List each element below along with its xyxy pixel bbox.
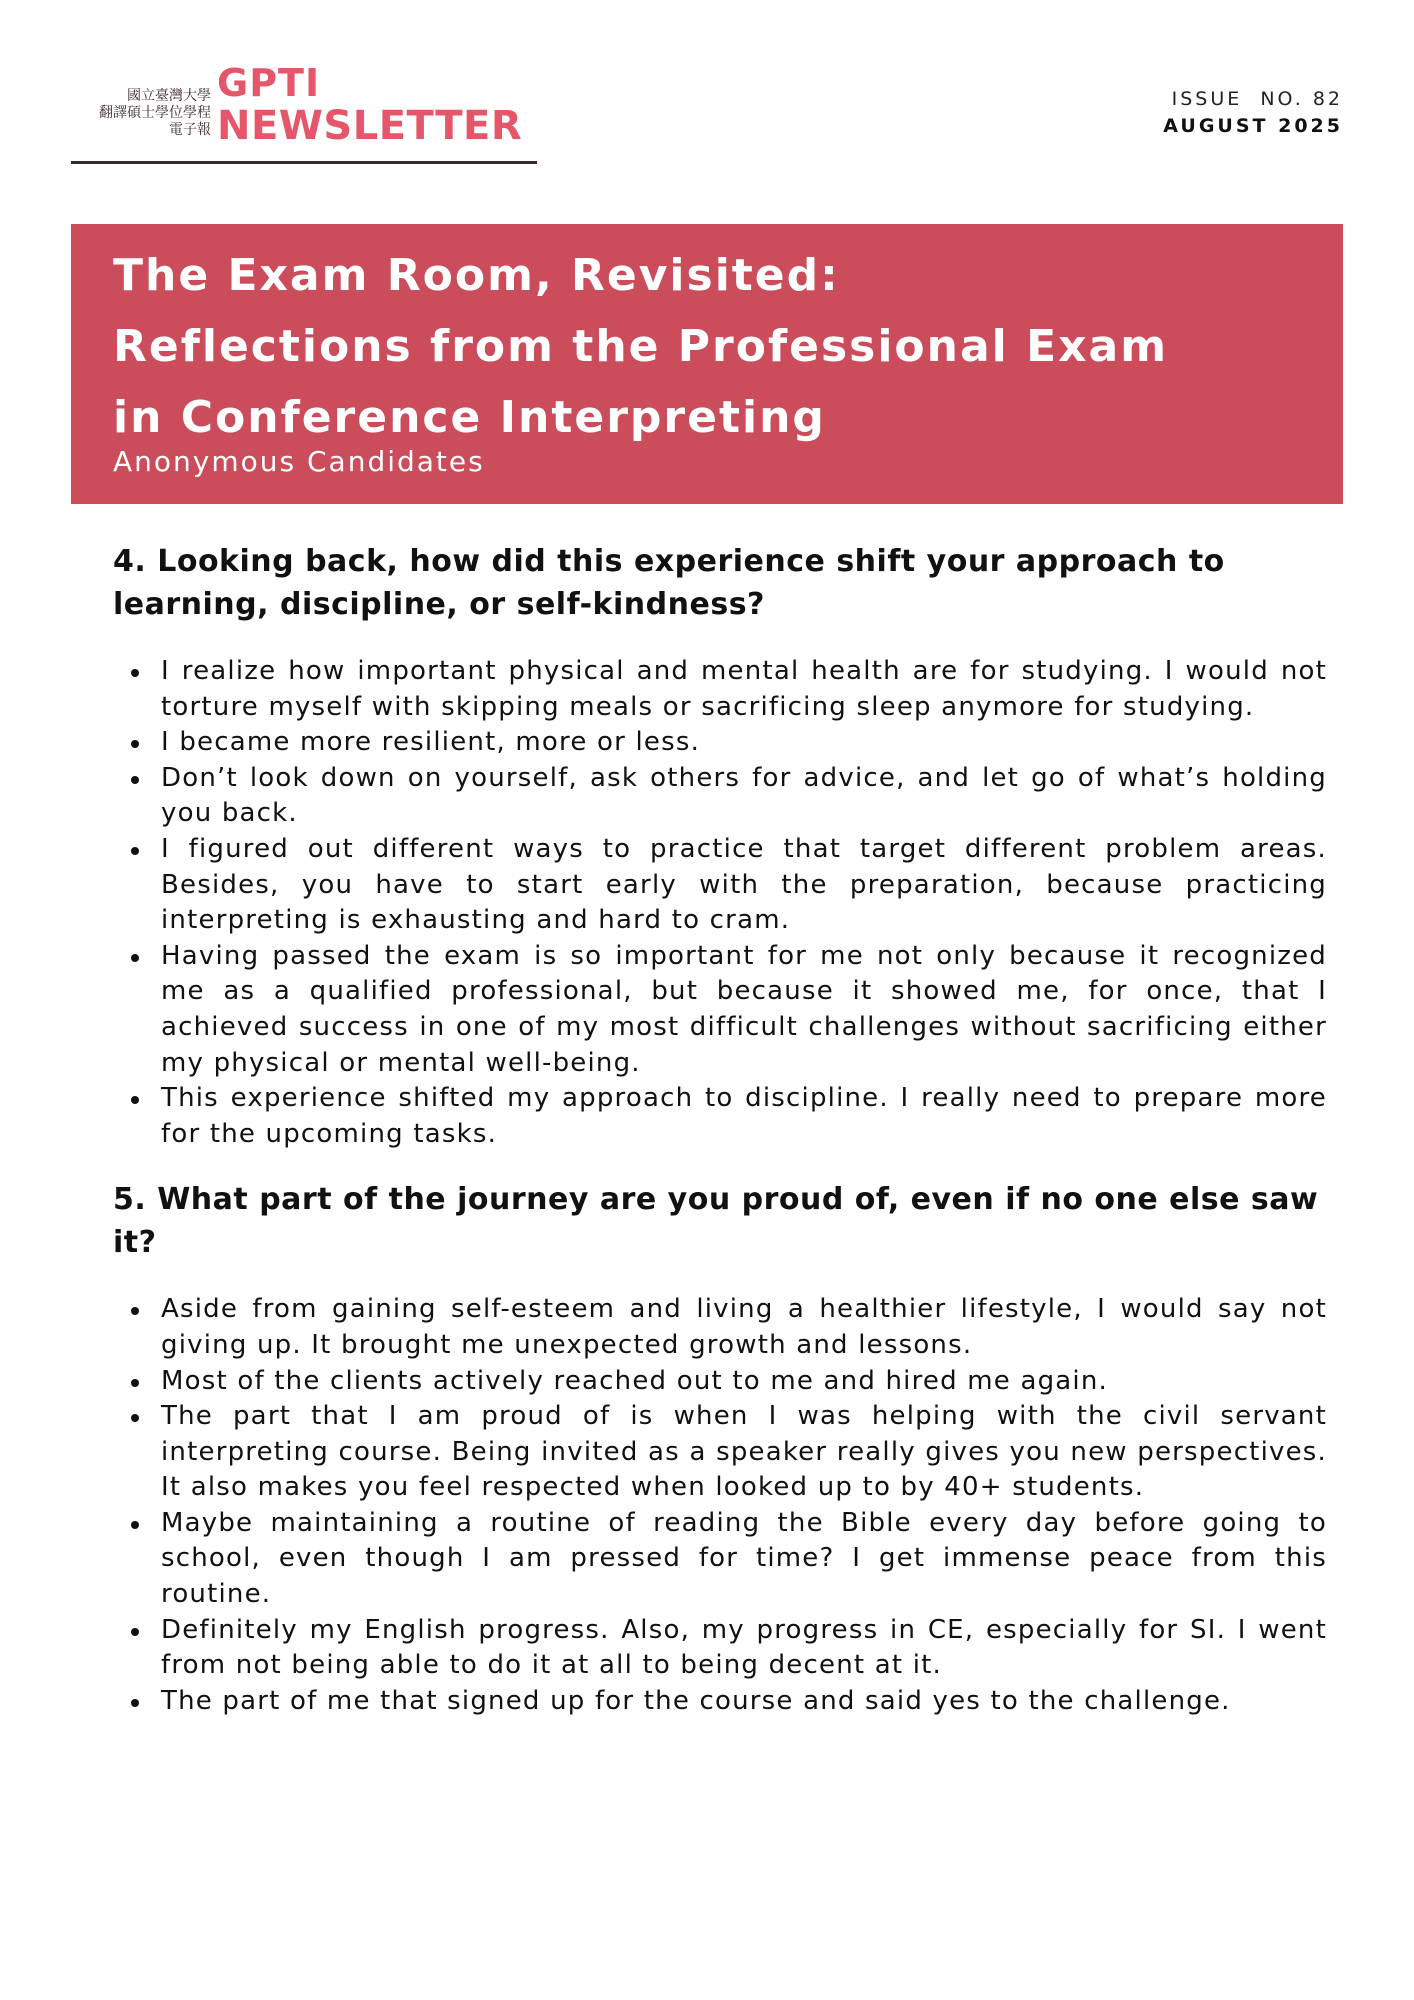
- answer-item: Definitely my English progress. Also, my progress in CE, especially for SI. I went from not being able to do it at all to being decent at it.: [113, 1613, 1327, 1684]
- answer-item: Aside from gaining self-esteem and living a healthier lifestyle, I would say not giving up. It brought me unexpected growth and lessons.: [113, 1292, 1327, 1363]
- answer-item: This experience shifted my approach to discipline. I really need to prepare more for the upcoming tasks.: [113, 1081, 1327, 1152]
- question-4-answers: [113, 654, 1327, 1152]
- answer-item: I realize how important physical and mental health are for studying. I would not torture myself with skipping meals or sacrificing sleep anymore for studying.: [113, 654, 1327, 725]
- answer-item: I figured out different ways to practice that target different problem areas. Besides, you have to start early with the preparation, because practicing interpreting is exhausting and hard to cram.: [113, 832, 1327, 939]
- title-line: Reflections from the Professional Exam: [113, 321, 1169, 372]
- title-line: in Conference Interpreting: [113, 392, 826, 443]
- question-5-answers: [113, 1292, 1327, 1719]
- issue-info: [1163, 86, 1343, 140]
- title-line: The Exam Room, Revisited:: [113, 250, 840, 301]
- article-body: [113, 540, 1327, 1719]
- answer-item: Having passed the exam is so important for me not only because it recognized me as a qualified professional, but because it showed me, for once, that I achieved success in one of my most difficult challenges without sacrificing either my physical or mental well-being.: [113, 939, 1327, 1081]
- logo-line-2: NEWSLETTER: [217, 103, 523, 149]
- publication-type-line: 電子報: [169, 122, 211, 138]
- issue-number: ISSUE NO. 82: [1171, 88, 1343, 110]
- article-title: [113, 240, 1168, 453]
- article-title-banner: [71, 224, 1343, 504]
- answer-item: I became more resilient, more or less.: [113, 725, 1327, 761]
- article-author: Anonymous Candidates: [113, 445, 485, 478]
- university-name: [71, 88, 211, 139]
- program-name-line: 翻譯碩士學位學程: [99, 105, 211, 121]
- question-5-heading: 5. What part of the journey are you proud of, even if no one else saw it?: [113, 1182, 1319, 1261]
- question-4-heading: 4. Looking back, how did this experience shift your approach to learning, discipline, or self-kindness?: [113, 544, 1225, 622]
- logo-line-1: GPTI: [217, 61, 321, 105]
- answer-item: Don’t look down on yourself, ask others for advice, and let go of what’s holding you back.: [113, 761, 1327, 832]
- masthead-divider: [71, 161, 537, 164]
- answer-item: Maybe maintaining a routine of reading the Bible every day before going to school, even though I am pressed for time? I get immense peace from this routine.: [113, 1506, 1327, 1613]
- newsletter-logo: [217, 62, 522, 148]
- masthead: [71, 62, 537, 166]
- issue-date: AUGUST 2025: [1163, 115, 1343, 137]
- university-name-line: 國立臺灣大學: [127, 88, 211, 104]
- answer-item: The part of me that signed up for the course and said yes to the challenge.: [113, 1684, 1327, 1720]
- answer-item: The part that I am proud of is when I was helping with the civil servant interpreting course. Being invited as a speaker really gives you new perspectives. It also makes you feel respected when looked up to by 40+ students.: [113, 1399, 1327, 1506]
- answer-item: Most of the clients actively reached out to me and hired me again.: [113, 1364, 1327, 1400]
